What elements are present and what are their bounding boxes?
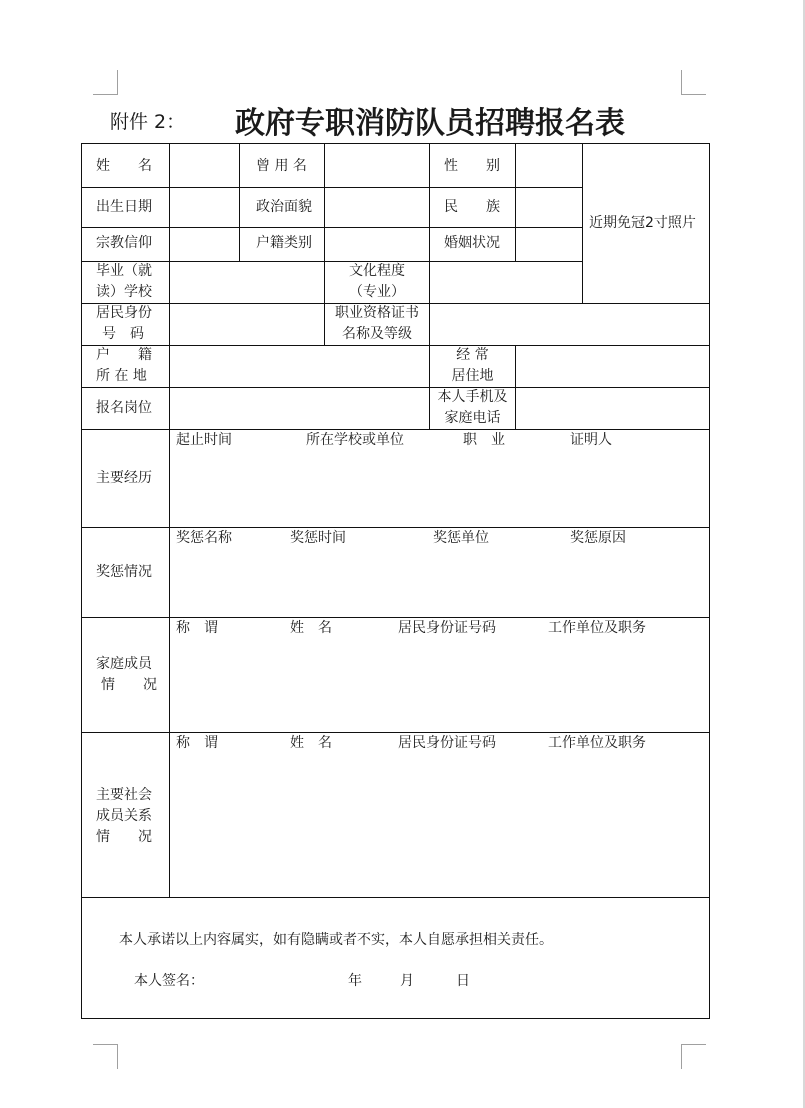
section-family-label-line2: 情 况 <box>101 677 157 693</box>
date-month: 月 <box>400 973 414 989</box>
label-gender: 性 别 <box>444 158 500 174</box>
row-divider <box>82 387 709 388</box>
experience-col-period: 起止时间 <box>176 432 232 448</box>
declaration-statement: 本人承诺以上内容属实，如有隐瞒或者不实，本人自愿承担相关责任。 <box>119 932 553 948</box>
label-birth-date: 出生日期 <box>96 199 152 215</box>
label-residence-line2: 居住地 <box>451 368 494 384</box>
section-rewards-label: 奖惩情况 <box>96 564 152 580</box>
col-divider <box>169 261 170 387</box>
family-col-employer: 工作单位及职务 <box>548 620 646 636</box>
label-residence-line1: 经 常 <box>456 347 489 363</box>
family-col-relation: 称 谓 <box>176 620 218 636</box>
experience-col-witness: 证明人 <box>570 432 612 448</box>
corner-mark-bottom-right <box>681 1044 706 1069</box>
corner-mark-top-right <box>681 70 706 95</box>
family-col-name: 姓 名 <box>290 620 332 636</box>
label-hukou-location-line2: 所 在 地 <box>96 368 147 384</box>
col-divider <box>169 429 170 897</box>
label-religion: 宗教信仰 <box>96 235 152 251</box>
label-position: 报名岗位 <box>96 400 152 416</box>
corner-mark-top-left <box>93 70 118 95</box>
form-title: 政府专职消防队员招聘报名表 <box>235 106 625 141</box>
section-social-label-line1: 主要社会 <box>96 787 152 803</box>
col-divider <box>429 144 430 261</box>
rewards-col-time: 奖惩时间 <box>290 530 346 546</box>
social-col-relation: 称 谓 <box>176 735 218 751</box>
section-social-label-line3: 情 况 <box>96 829 152 845</box>
col-divider <box>515 144 516 261</box>
label-education-line2: （专业） <box>349 284 405 300</box>
experience-col-occupation: 职 业 <box>463 432 505 448</box>
attachment-label: 附件 2： <box>110 111 186 133</box>
col-divider <box>582 144 583 303</box>
label-id-line2: 号 码 <box>102 326 144 342</box>
label-school-line1: 毕业（就 <box>96 263 152 279</box>
date-day: 日 <box>456 973 470 989</box>
label-phone-line1: 本人手机及 <box>437 389 508 405</box>
row-divider <box>82 227 582 228</box>
label-marital-status: 婚姻状况 <box>444 235 500 251</box>
label-education-line1: 文化程度 <box>349 263 405 279</box>
label-hukou-type: 户籍类别 <box>256 235 312 251</box>
col-divider <box>239 144 240 261</box>
row-divider <box>82 187 582 188</box>
social-col-employer: 工作单位及职务 <box>548 735 646 751</box>
label-id-line1: 居民身份 <box>96 305 152 321</box>
section-experience-label: 主要经历 <box>96 470 152 486</box>
corner-mark-bottom-left <box>93 1044 118 1069</box>
label-cert-line2: 名称及等级 <box>342 326 412 342</box>
social-col-name: 姓 名 <box>290 735 332 751</box>
label-ethnicity: 民 族 <box>444 199 500 215</box>
signature-label: 本人签名： <box>134 973 204 989</box>
col-divider <box>169 387 170 429</box>
col-divider <box>169 144 170 261</box>
label-school-line2: 读）学校 <box>96 284 152 300</box>
row-divider <box>82 345 709 346</box>
rewards-col-unit: 奖惩单位 <box>433 530 489 546</box>
social-col-id: 居民身份证号码 <box>398 735 496 751</box>
label-phone-line2: 家庭电话 <box>444 410 501 426</box>
row-divider <box>82 897 709 898</box>
family-col-id: 居民身份证号码 <box>398 620 496 636</box>
col-divider <box>515 345 516 429</box>
rewards-col-reason: 奖惩原因 <box>570 530 626 546</box>
label-political-status: 政治面貌 <box>256 199 312 215</box>
col-divider <box>324 144 325 261</box>
label-name: 姓 名 <box>96 158 152 174</box>
section-family-label-line1: 家庭成员 <box>96 656 152 672</box>
date-year: 年 <box>348 973 362 989</box>
label-hukou-location-line1: 户 籍 <box>96 347 152 363</box>
photo-placeholder: 近期免冠2寸照片 <box>589 215 696 231</box>
col-divider <box>429 261 430 345</box>
registration-form <box>81 143 710 1019</box>
section-social-label-line2: 成员关系 <box>96 808 152 824</box>
rewards-col-name: 奖惩名称 <box>176 530 232 546</box>
experience-col-school: 所在学校或单位 <box>306 432 404 448</box>
label-cert-line1: 职业资格证书 <box>335 305 419 321</box>
label-former-name: 曾 用 名 <box>256 158 307 174</box>
